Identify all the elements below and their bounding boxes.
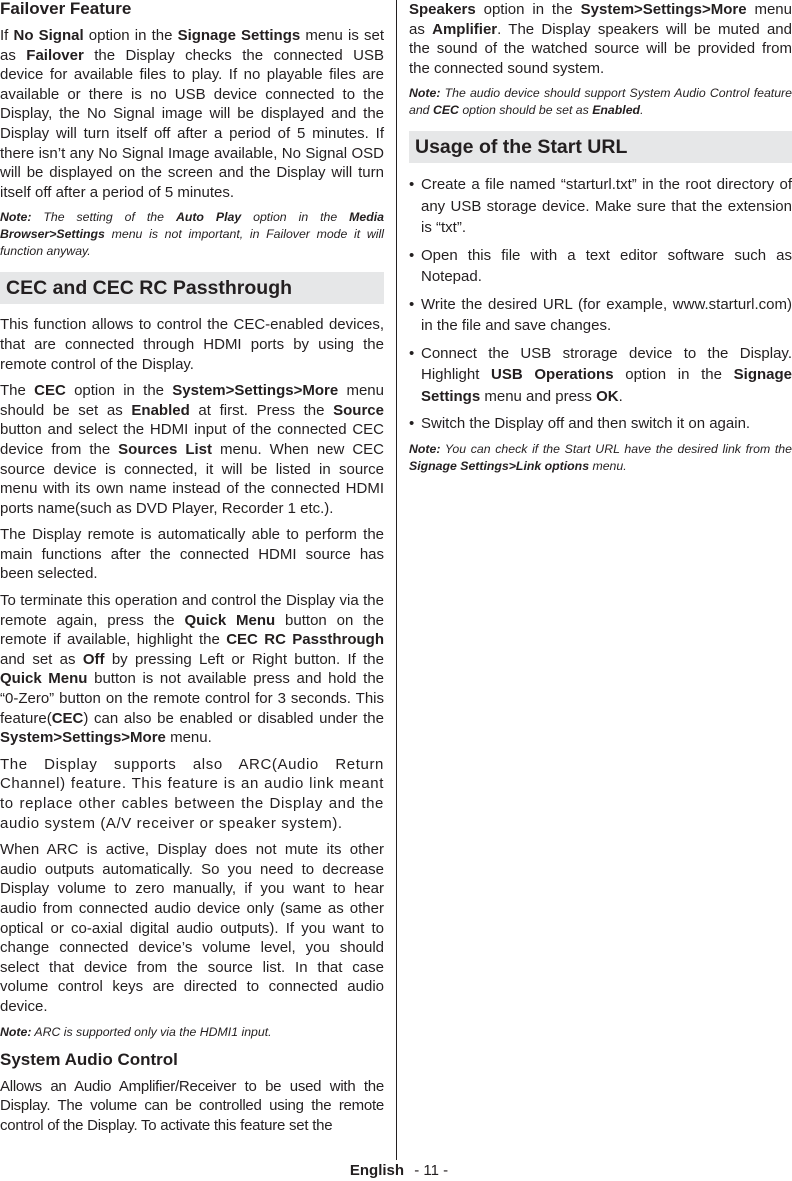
cec-paragraph-5: The Display supports also ARC(Audio Return Channel) feature. This feature is an audio link meant to replace other cables between the Display and the audio system (A/V receiver or speaker system).: [0, 755, 384, 832]
list-item: • Write the desired URL (for example, www.starturl.com) in the file and save changes.: [409, 294, 792, 337]
column-divider: [396, 0, 397, 1160]
cec-paragraph-2: The CEC option in the System>Settings>More menu should be set as Enabled at first. Press the Source button and select the HDMI input of the connected CEC device from the Sources List menu. When new CEC source device is connected, it will be listed in source menu with its own name instead of the connected HDMI ports name(such as DVD Player, Recorder 1 etc.).: [0, 382, 385, 517]
cec-paragraph-4: To terminate this operation and control the Display via the remote again, press the Quick Menu button on the remote if available, highlight the CEC RC Passthrough and set as Off by pressing Left or Right button. If the Quick Menu button is not available press and hold the “0-Zero” button on the remote control for 3 seconds. This feature(CEC) can also be enabled or disabled under the System>Settings>More menu.: [0, 592, 385, 747]
cec-paragraph-1: This function allows to control the CEC-enabled devices, that are connected through HDMI ports by using the remote control of the Display.: [0, 316, 384, 373]
list-item: • Open this file with a text editor software such as Notepad.: [409, 245, 792, 288]
list-item: • Switch the Display off and then switch it on again.: [409, 413, 792, 435]
system-audio-paragraph: Allows an Audio Amplifier/Receiver to be used with the Display. The volume can be controlled using the remote control of the Display. To activate this feature set the: [0, 1077, 384, 1134]
start-url-section-heading: Usage of the Start URL: [409, 131, 792, 163]
page-number: - 11 -: [414, 1162, 449, 1179]
system-audio-note: Note: The audio device should support System Audio Control feature and CEC option should be set as Enabled.: [409, 86, 792, 118]
footer-language: English: [349, 1162, 405, 1179]
page-footer: [0, 1161, 792, 1181]
cec-paragraph-3: The Display remote is automatically able to perform the main functions after the connected HDMI source has been selected.: [0, 526, 384, 583]
start-url-steps: [409, 174, 792, 435]
failover-note: Note: The setting of the Auto Play option in the Media Browser>Settings menu is not important, in Failover mode it will function anyway.: [0, 210, 385, 259]
left-column: [0, 0, 384, 1142]
failover-paragraph: If No Signal option in the Signage Settings menu is set as Failover the Display checks the connected USB device for available files to play. If no playable files are available or there is no USB device connected to the Display, the No Signal image will be displayed and the Display will turn itself off after a period of 5 minutes. If there isn’t any No Signal Image available, No Signal OSD will be displayed on the screen and the Display will turn itself off after a period of 5 minutes.: [0, 27, 385, 201]
failover-heading: Failover Feature: [0, 0, 132, 18]
list-item: • Connect the USB strorage device to the Display. Highlight USB Operations option in the Signage Settings menu and press OK.: [409, 343, 792, 408]
system-audio-heading: System Audio Control: [0, 1049, 178, 1069]
list-item: • Create a file named “starturl.txt” in the root directory of any USB storage device. Make sure that the extension is “txt”.: [409, 174, 792, 239]
right-column: [409, 0, 792, 485]
start-url-note: Note: You can check if the Start URL have the desired link from the Signage Settings>Link options menu.: [409, 441, 792, 473]
cec-section-heading: CEC and CEC RC Passthrough: [0, 272, 384, 304]
system-audio-continued: Speakers option in the System>Settings>More menu as Amplifier. The Display speakers will be muted and the sound of the watched source will be provided from the connected sound system.: [409, 1, 792, 77]
cec-paragraph-6: When ARC is active, Display does not mute its other audio outputs automatically. So you need to decrease Display volume to zero manually, if you want to hear audio from connected audio device only (same as other optical or co-axial digital audio outputs). If you want to change connected device’s volume level, you should select that device from the source list. In that case volume control keys are directed to connected audio device.: [0, 841, 384, 1015]
cec-note: Note: ARC is supported only via the HDMI1 input.: [0, 1024, 272, 1039]
